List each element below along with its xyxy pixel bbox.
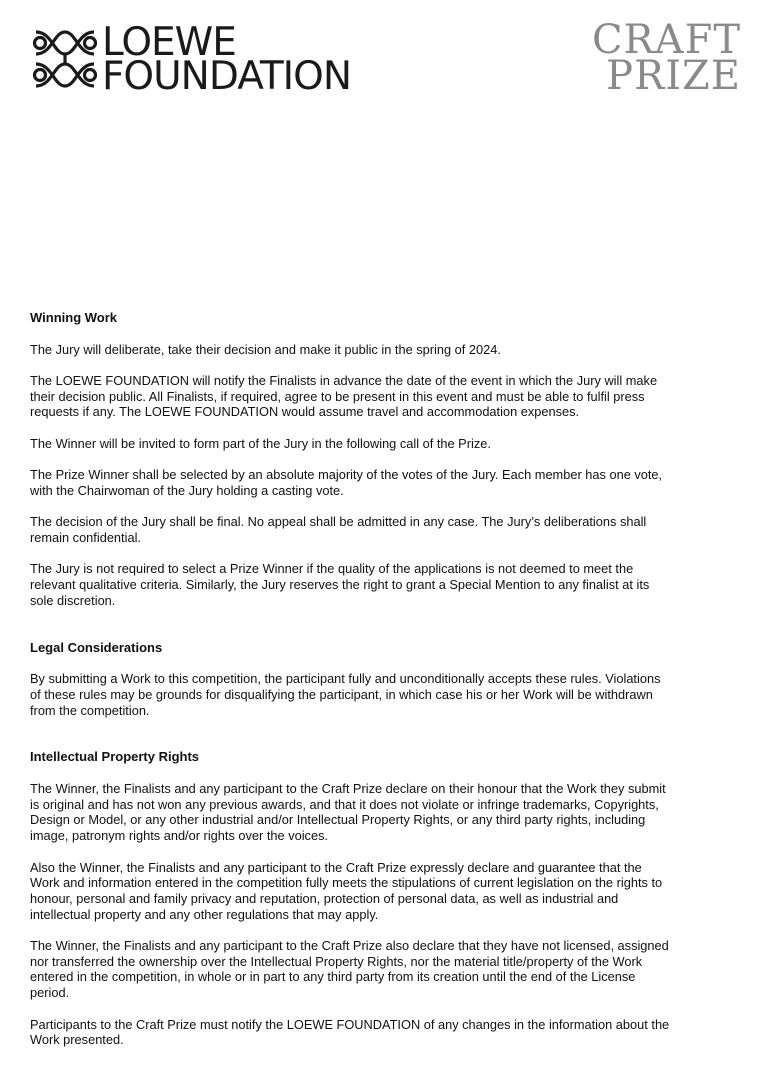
loewe-foundation-logo (30, 20, 410, 99)
paragraph: The Winner will be invited to form part of the Jury in the following call of the Prize. (30, 435, 491, 451)
section-title-winning-work: Winning Work (30, 310, 118, 325)
paragraph: Participants to the Craft Prize must notify the LOEWE FOUNDATION of any changes in the information about the Work presented. (30, 1016, 670, 1048)
paragraph: By submitting a Work to this competition, the participant fully and unconditionally accepts these rules. Violations of these rules may be grounds for disqualifying the participant, in which case his or her Work will be withdrawn from the competition. (30, 671, 661, 718)
section-title-intellectual-property-rights: Intellectual Property Rights (30, 749, 200, 765)
section-title-legal-considerations: Legal Considerations (30, 639, 163, 655)
paragraph: The decision of the Jury shall be final. No appeal shall be admitted in any case. The Jury’s deliberations shall remain confidential. (30, 514, 647, 546)
document-body (30, 310, 670, 1048)
paragraph: The Jury is not required to select a Prize Winner if the quality of the applications is not deemed to meet the relevant qualitative criteria. Similarly, the Jury reserves the right to grant a Special Mention to any finalist at its sole discretion. (30, 561, 650, 608)
paragraph: The LOEWE FOUNDATION will notify the Finalists in advance the date of the event in which the Jury will make their decision public. All Finalists, if required, agree to be present in this event and must be able to fulfil press requests if any. The LOEWE FOUNDATION would assume travel and accommodation expenses. (30, 373, 658, 420)
paragraph: The Jury will deliberate, take their decision and make it public in the spring of 2024. (30, 341, 501, 357)
paragraph: The Winner, the Finalists and any participant to the Craft Prize declare on their honour that the Work they submit is original and has not won any previous awards, and that it does not violate or infringe trademarks, Copyrights, Design or Model, or any other industrial and/or Intellectual Property Rights, or any third party rights, including image, patronym rights and/or rights over the voices. (30, 781, 666, 844)
page-header (0, 0, 771, 110)
loewe-anagram-icon (30, 24, 100, 94)
craft-prize-line2: PRIZE (606, 53, 741, 99)
logo-line-loewe: LOEWE (102, 20, 236, 65)
paragraph: Also the Winner, the Finalists and any participant to the Craft Prize expressly declare and guarantee that the Work and information entered in the competition fully meets the stipulations of current legislation on the rights to honour, personal and family privacy and reputation, protection of personal data, as well as industrial and intellectual property and any other regulations that may apply. (30, 859, 663, 922)
paragraph: The Prize Winner shall be selected by an absolute majority of the votes of the Jury. Each member has one vote, with the Chairwoman of the Jury holding a casting vote. (30, 467, 663, 498)
paragraph: The Winner, the Finalists and any participant to the Craft Prize also declare that they have not licensed, assigned nor transferred the ownership over the Intellectual Property Rights, nor the material title/property of the Work entered in the competition, in whole or in part to any third party from its creation until the end of the License period. (30, 938, 669, 1001)
logo-line-foundation: FOUNDATION (102, 54, 352, 99)
craft-prize-line1: CRAFT (591, 17, 741, 63)
craft-prize-logo (591, 17, 741, 99)
